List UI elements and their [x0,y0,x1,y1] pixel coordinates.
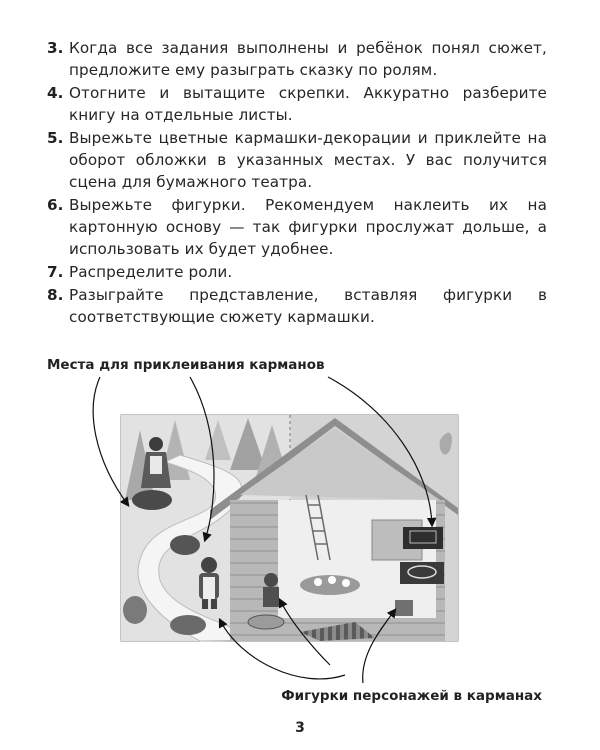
bush-pocket-center [170,535,200,555]
small-bear-figure [263,573,279,607]
figures-label: Фигурки персонажей в карманах [281,688,542,704]
instruction-number: 5. [47,129,64,147]
chest-pocket-top [403,527,443,549]
instruction-text: Разыграйте представление, вставляя фигурки в соответствующие сюжету кармашки. [69,286,547,326]
page-number: 3 [295,720,305,736]
instruction-text: Когда все задания выполнены и ребёнок понял сюжет, предложите ему разыграть сказку по ролям. [69,39,547,79]
instruction-number: 4. [47,84,64,102]
instruction-number: 3. [47,39,64,57]
places-label: Места для приклеивания карманов [47,357,325,373]
instruction-text: Отогните и вытащите скрепки. Аккуратно разберите книгу на отдельные листы. [69,84,547,124]
instruction-text: Вырежьте фигурки. Рекомендуем наклеить их на картонную основу — так фигурки прослужат дольше, а использовать их будет удобнее. [69,196,547,258]
instruction-text: Распределите роли. [69,263,233,281]
instruction-text: Вырежьте цветные кармашки-декорации и приклейте на оборот обложки в указанных местах. У вас получится сцена для бумажного театра. [69,129,547,191]
instruction-number: 7. [47,263,64,281]
instruction-number: 8. [47,286,64,304]
instruction-number: 6. [47,196,64,214]
bush-pocket-left [132,490,172,510]
